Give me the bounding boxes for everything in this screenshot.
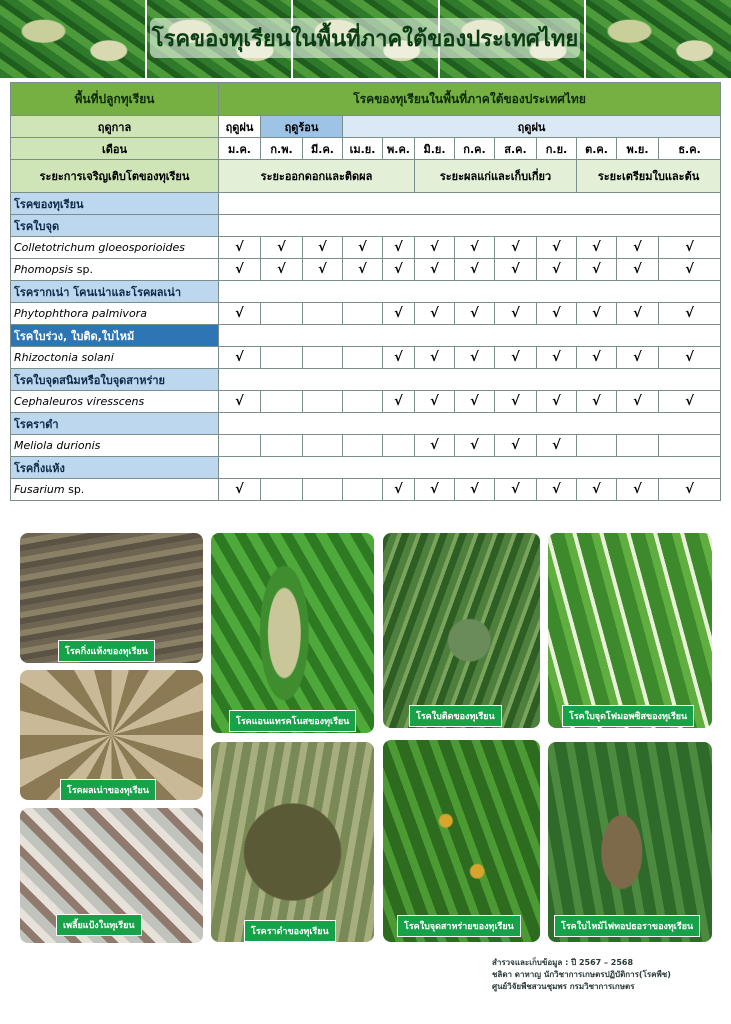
empty-cell (343, 303, 383, 325)
category-algal: โรคใบจุดสนิมหรือใบจุดสาหร่าย (11, 369, 219, 391)
check-mark: √ (415, 391, 455, 413)
check-mark: √ (261, 237, 303, 259)
check-mark: √ (577, 259, 617, 281)
month-cell: มี.ค. (303, 138, 343, 160)
check-mark: √ (537, 391, 577, 413)
category-row (11, 325, 721, 347)
category-root-rot: โรครากเน่า โคนเน่าและโรคผลเน่า (11, 281, 219, 303)
check-mark: √ (343, 259, 383, 281)
pathogen-row (11, 435, 721, 457)
header-right: โรคของทุเรียนในพื้นที่ภาคใต้ของประเทศไทย (219, 83, 721, 116)
pathogen-name (11, 479, 219, 501)
category-row (11, 413, 721, 435)
credits (492, 957, 722, 993)
blank-cell (219, 325, 721, 347)
month-cell: ม.ค. (219, 138, 261, 160)
photo-leaf-stick (383, 533, 540, 728)
empty-cell (303, 479, 343, 501)
check-mark: √ (455, 347, 495, 369)
check-mark: √ (383, 259, 415, 281)
check-mark: √ (495, 347, 537, 369)
check-mark: √ (537, 303, 577, 325)
pathogen-genus: Phomopsis (14, 263, 74, 276)
check-mark: √ (261, 259, 303, 281)
banner-tile (0, 0, 147, 78)
check-mark: √ (537, 237, 577, 259)
photo-caption: โรคใบไหม้ไฟทอปธอราของทุเรียน (554, 915, 700, 937)
blank-cell (219, 369, 721, 391)
check-mark: √ (219, 303, 261, 325)
check-mark: √ (455, 303, 495, 325)
pathogen-row (11, 479, 721, 501)
empty-cell (303, 347, 343, 369)
empty-cell (577, 435, 617, 457)
check-mark: √ (219, 237, 261, 259)
photo-anthracnose (211, 533, 374, 733)
check-mark: √ (455, 479, 495, 501)
photo-caption: โรคราดำของทุเรียน (244, 920, 336, 942)
pathogen-row (11, 303, 721, 325)
check-mark: √ (415, 347, 455, 369)
empty-cell (343, 347, 383, 369)
check-mark: √ (577, 237, 617, 259)
pathogen-suffix: sp. (64, 483, 85, 496)
stage-preparation: ระยะเตรียมใบและต้น (577, 160, 721, 193)
category-sooty-mold: โรคราดำ (11, 413, 219, 435)
category-row (11, 215, 721, 237)
month-cell: ต.ค. (577, 138, 617, 160)
empty-cell (303, 303, 343, 325)
empty-cell (261, 479, 303, 501)
photo-sooty-mold (211, 742, 374, 942)
empty-cell (383, 435, 415, 457)
pathogen-row (11, 259, 721, 281)
blank-cell (219, 457, 721, 479)
check-mark: √ (577, 347, 617, 369)
blank-cell (219, 215, 721, 237)
credits-line: สำรวจและเก็บข้อมูล : ปี 2567 – 2568 (492, 958, 634, 967)
check-mark: √ (659, 303, 721, 325)
stage-row (11, 160, 721, 193)
season-hot: ฤดูร้อน (261, 116, 343, 138)
pathogen-name: Meliola durionis (11, 435, 219, 457)
category-row (11, 369, 721, 391)
check-mark: √ (415, 237, 455, 259)
check-mark: √ (383, 479, 415, 501)
check-mark: √ (659, 347, 721, 369)
photo-caption: เพลี้ยแป้งในทุเรียน (56, 914, 142, 936)
empty-cell (219, 435, 261, 457)
category-row (11, 193, 721, 215)
check-mark: √ (617, 347, 659, 369)
empty-cell (261, 303, 303, 325)
empty-cell (303, 435, 343, 457)
check-mark: √ (617, 479, 659, 501)
pathogen-row (11, 237, 721, 259)
disease-calendar-table (10, 82, 721, 501)
empty-cell (261, 391, 303, 413)
empty-cell (261, 435, 303, 457)
season-label: ฤดูกาล (11, 116, 219, 138)
month-cell: ส.ค. (495, 138, 537, 160)
photo-caption: โรคใบติดของทุเรียน (409, 705, 502, 727)
check-mark: √ (219, 391, 261, 413)
month-row (11, 138, 721, 160)
check-mark: √ (383, 347, 415, 369)
empty-cell (261, 347, 303, 369)
month-cell: ก.ค. (455, 138, 495, 160)
check-mark: √ (219, 347, 261, 369)
check-mark: √ (455, 391, 495, 413)
pathogen-name (11, 259, 219, 281)
season-rain-1: ฤดูฝน (219, 116, 261, 138)
empty-cell (343, 391, 383, 413)
pathogen-name: Colletotrichum gloeosporioides (11, 237, 219, 259)
photo-caption: โรคกิ่งแห้งของทุเรียน (58, 640, 155, 662)
check-mark: √ (659, 391, 721, 413)
check-mark: √ (455, 259, 495, 281)
check-mark: √ (659, 479, 721, 501)
check-mark: √ (383, 391, 415, 413)
check-mark: √ (495, 479, 537, 501)
pathogen-name: Rhizoctonia solani (11, 347, 219, 369)
blank-cell (219, 193, 721, 215)
season-row (11, 116, 721, 138)
check-mark: √ (659, 259, 721, 281)
month-cell: เม.ย. (343, 138, 383, 160)
check-mark: √ (617, 303, 659, 325)
month-cell: พ.ย. (617, 138, 659, 160)
photo-caption: โรคแอนแทรคโนสของทุเรียน (229, 710, 356, 732)
header-left: พื้นที่ปลูกทุเรียน (11, 83, 219, 116)
check-mark: √ (303, 259, 343, 281)
credits-line: ศูนย์วิจัยพืชสวนชุมพร กรมวิชาการเกษตร (492, 982, 635, 991)
pathogen-name: Phytophthora palmivora (11, 303, 219, 325)
photo-caption: โรคผลเน่าของทุเรียน (60, 779, 156, 800)
season-rain-2: ฤดูฝน (343, 116, 721, 138)
check-mark: √ (455, 435, 495, 457)
check-mark: √ (383, 237, 415, 259)
check-mark: √ (577, 391, 617, 413)
photo-phytophthora-blight (548, 742, 712, 942)
check-mark: √ (303, 237, 343, 259)
month-cell: มิ.ย. (415, 138, 455, 160)
month-cell: ธ.ค. (659, 138, 721, 160)
check-mark: √ (219, 479, 261, 501)
photo-fruit-rot (20, 670, 203, 800)
photo-mealybug (20, 808, 203, 943)
pathogen-genus: Fusarium (14, 483, 65, 496)
page-title: โรคของทุเรียนในพื้นที่ภาคใต้ของประเทศไทย (150, 18, 580, 58)
check-mark: √ (219, 259, 261, 281)
empty-cell (659, 435, 721, 457)
check-mark: √ (659, 237, 721, 259)
check-mark: √ (455, 237, 495, 259)
check-mark: √ (577, 479, 617, 501)
check-mark: √ (495, 435, 537, 457)
stage-flowering: ระยะออกดอกและติดผล (219, 160, 415, 193)
empty-cell (343, 479, 383, 501)
check-mark: √ (537, 435, 577, 457)
category-dieback: โรคกิ่งแห้ง (11, 457, 219, 479)
photo-phomopsis (548, 533, 712, 728)
check-mark: √ (537, 479, 577, 501)
empty-cell (617, 435, 659, 457)
blank-cell (219, 413, 721, 435)
month-label: เดือน (11, 138, 219, 160)
check-mark: √ (415, 435, 455, 457)
pathogen-row (11, 347, 721, 369)
check-mark: √ (415, 259, 455, 281)
photo-dieback (20, 533, 203, 663)
month-cell: ก.พ. (261, 138, 303, 160)
check-mark: √ (537, 259, 577, 281)
check-mark: √ (343, 237, 383, 259)
pathogen-row (11, 391, 721, 413)
category-leaf-blight: โรคใบร่วง, ใบติด,ใบไหม้ (11, 325, 219, 347)
header-row (11, 83, 721, 116)
category-row (11, 457, 721, 479)
check-mark: √ (537, 347, 577, 369)
photo-caption: โรคใบจุดโฟมอพซิสของทุเรียน (562, 705, 694, 727)
check-mark: √ (495, 259, 537, 281)
stage-harvest: ระยะผลแก่และเก็บเกี่ยว (415, 160, 577, 193)
check-mark: √ (383, 303, 415, 325)
stage-label: ระยะการเจริญเติบโตของทุเรียน (11, 160, 219, 193)
month-cell: พ.ค. (383, 138, 415, 160)
empty-cell (303, 391, 343, 413)
check-mark: √ (617, 259, 659, 281)
check-mark: √ (617, 391, 659, 413)
diseases-label: โรคของทุเรียน (11, 193, 219, 215)
check-mark: √ (617, 237, 659, 259)
check-mark: √ (495, 303, 537, 325)
check-mark: √ (495, 391, 537, 413)
category-row (11, 281, 721, 303)
category-leaf-spot: โรคใบจุด (11, 215, 219, 237)
month-cell: ก.ย. (537, 138, 577, 160)
pathogen-suffix: sp. (73, 263, 93, 276)
check-mark: √ (415, 303, 455, 325)
empty-cell (343, 435, 383, 457)
check-mark: √ (495, 237, 537, 259)
pathogen-name: Cephaleuros viresscens (11, 391, 219, 413)
photo-algal-spot (383, 740, 540, 942)
credits-line: ชลิดา ดาหาญ นักวิชาการเกษตรปฏิบัติการ(โรคพืช) (492, 970, 671, 979)
banner-tile (586, 0, 731, 78)
photo-caption: โรคใบจุดสาหร่ายของทุเรียน (397, 915, 521, 937)
check-mark: √ (577, 303, 617, 325)
check-mark: √ (415, 479, 455, 501)
blank-cell (219, 281, 721, 303)
